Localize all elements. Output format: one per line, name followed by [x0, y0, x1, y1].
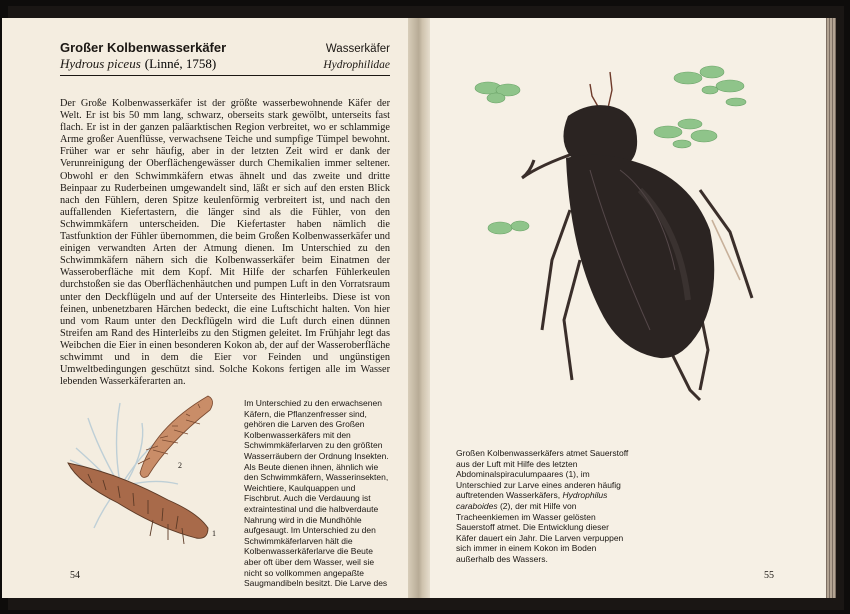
- family-latin: Hydrophilidae: [323, 59, 390, 71]
- figure-label-1: 1: [212, 529, 216, 538]
- page-edges: [826, 18, 836, 598]
- body-text: Der Große Kolbenwasserkäfer ist der größte wasserbewohnende Käfer der Welt. Er ist bis 50 mm lang, schwarz, oberseits stark gewölbt, unterseits fast flach. Er ist in der ganzen paläarktischen Region verbreitet, wo er schlammige Arme großer Auenflüsse, verwachsene Teiche und sumpfige Tümpel bewohnt. Früher war er sehr häufig, aber in der letzten Zeit wird er dank der Verunreinigung der Oberflächengewässer durch Chemikalien immer seltener. Obwohl er den Schwimmkäfern etwas ähnelt und das zweite und dritte Beinpaar zu Ruderbeinen umgewandelt sind, läßt er sich auf den ersten Blick nach den Fühlern, deren Spitze keulenförmig verbreitert ist, und nach den auffallenden Kiefertastern, die länger sind als die Fühler, von den Schwimmkäfern unterscheiden. Die Kiefertaster haben nämlich die Tastfunktion der Fühler übernommen, die beim Großen Kolbenwasserkäfer und einigen verwandten Arten der Atmung dienen. Im Unterschied zu den Schwimmkäfern nähern sich die Kolbenwasserkäfer beim Einatmen der Wasseroberfläche mit dem Kopf. Mit Hilfe der scharfen Fühlerkeulen durchstoßen sie das Oberflächenhäutchen und pumpen Luft in den Vorratsraum unter den Deckflügeln und auf der Unterseite des Hinterleibs. Diese ist von feinen, unbenetzbaren Härchen bedeckt, die eine Luftschicht halten. Von hier und vom Raum unter den Deckflügeln wird die Luft durch einen dünnen Streifen am Rand des Hinterleibs zu den Stigmen geleitet. Im Frühjahr legt das Weibchen die Eier in einen besonderen Kokon ab, der auf der Wasseroberfläche schwimmt und in dem die Eier vor Feinden und ungünstigen Umweltbedingungen geschützt sind. Solche Kokons fertigen alle im Wasser lebenden Wasserkäferarten an.: [60, 98, 390, 388]
- beetle: [522, 72, 752, 400]
- figure-label-2: 2: [178, 461, 182, 470]
- author-citation: (Linné, 1758): [144, 56, 217, 71]
- caption-right-part1: Großen Kolbenwasserkäfers atmet Sauerstoff aus der Luft mit Hilfe des letzten Abdominalspiraculumpaares (1), im Unterschied zur Larve eines anderen häufig auftretenden Wasserkäfers,: [456, 448, 629, 501]
- family-german: Wasserkäfer: [325, 43, 390, 55]
- species-header: [60, 40, 390, 76]
- larva-1: [68, 463, 208, 544]
- header-rule: [60, 75, 390, 76]
- figure-caption-right: [456, 448, 631, 565]
- page-number-right: 55: [764, 570, 774, 581]
- page-number-left: 54: [70, 570, 80, 581]
- book-gutter: [408, 18, 432, 598]
- larva-2: [138, 396, 213, 477]
- beetle-illustration: [460, 60, 780, 420]
- caption-right-species: Hydrophilus caraboides: [456, 490, 608, 511]
- scientific-name: [60, 55, 216, 73]
- caption-right-part2: (2), der mit Hilfe von Tracheenkiemen im Wasser gelösten Sauerstoff atmet. Die Entwicklung dieser Käfer dauert ein Jahr. Die Larven verpuppen sich immer in einem Kokon im Boden außerhalb des Wassers.: [456, 500, 624, 564]
- latin-name: Hydrous piceus: [60, 56, 141, 71]
- figure-caption-left: Im Unterschied zu den erwachsenen Käfern, die Pflanzenfresser sind, gehören die Larven des Großen Kolbenwasserkäfers mit den Schwimmkäferlarven zu den größten Wasserräubern der Ordnung Insekten. Als Beute dienen ihnen, ähnlich wie den Schwimmkäfern, Wasserinsekten, Weichtiere, Kaulquappen und Fischbrut. Auch die Verdauung ist extraintestinal und die halbverdaute Nahrung wird in die Mundhöhle aufgesaugt. Im Unterschied zu den Schwimmkäferlarven hält die Kolbenwasserkäferlarve die Beute aber oft über dem Wasser, weil sie nicht so vollkommen angepaßte Saugmandibeln besitzt. Die Larve des: [244, 398, 389, 589]
- species-title: Großer Kolbenwasserkäfer: [60, 40, 227, 55]
- larva-illustration: [58, 388, 236, 556]
